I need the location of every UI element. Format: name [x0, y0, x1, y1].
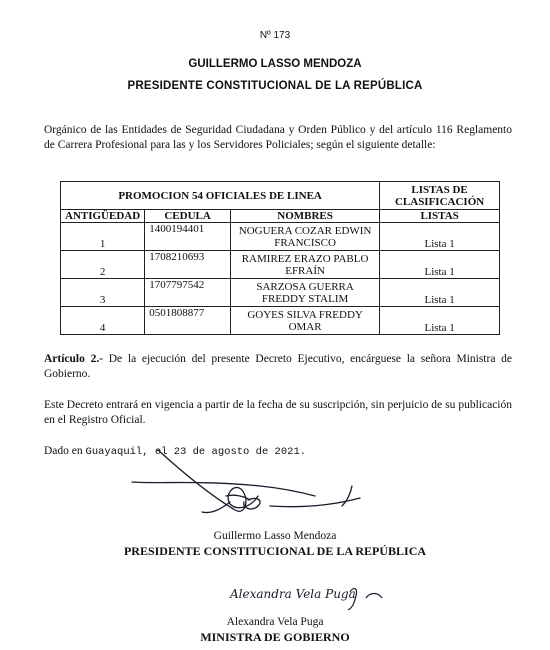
- document-number: Nº 173: [259, 30, 291, 41]
- column-header-antiguedad: ANTIGÜEDAD: [61, 210, 145, 223]
- cell-cedula: 0501808877: [145, 307, 231, 335]
- articulo-2-label: Artículo 2.-: [44, 353, 104, 365]
- vigencia-paragraph: Este Decreto entrará en vigencia a partir de la fecha de su suscripción, sin perjuicio de su publicación en el Registro Oficial.: [44, 399, 512, 426]
- cell-antiguedad: 2: [61, 251, 145, 279]
- cell-nombres: GOYES SILVA FREDDY OMAR: [230, 307, 379, 335]
- cell-lista: Lista 1: [380, 223, 500, 251]
- dado-handwritten-place-date: Guayaquil, el 23 de agosto de 2021.: [85, 446, 307, 458]
- intro-paragraph: Orgánico de las Entidades de Seguridad Ciudadana y Orden Público y del artículo 116 Reglamento de Carrera Profesional para las y los Servidores Policiales; según el siguiente detalle:: [44, 124, 512, 151]
- column-header-listas: LISTAS: [380, 210, 500, 223]
- listas-header: LISTAS DE CLASIFICACIÓN: [380, 182, 500, 210]
- header-title: PRESIDENTE CONSTITUCIONAL DE LA REPÚBLICA: [127, 80, 423, 92]
- cell-lista: Lista 1: [380, 251, 500, 279]
- cell-nombres: NOGUERA COZAR EDWIN FRANCISCO: [230, 223, 379, 251]
- table-row: [61, 223, 500, 251]
- cell-antiguedad: 1: [61, 223, 145, 251]
- cell-antiguedad: 4: [61, 307, 145, 335]
- articulo-2-paragraph: [44, 352, 512, 382]
- table-row: [61, 307, 500, 335]
- cell-antiguedad: 3: [61, 279, 145, 307]
- cell-lista: Lista 1: [380, 279, 500, 307]
- articulo-2-text: De la ejecución del presente Decreto Ejecutivo, encárguese la señora Ministra de Gobierno.: [44, 353, 512, 380]
- signer1-name: Guillermo Lasso Mendoza: [213, 530, 337, 542]
- cell-nombres: RAMIREZ ERAZO PABLO EFRAÍN: [230, 251, 379, 279]
- minister-signature: [228, 578, 388, 614]
- table-header-row: [61, 210, 500, 223]
- signer2-title: MINISTRA DE GOBIERNO: [200, 630, 350, 644]
- cell-cedula: 1400194401: [145, 223, 231, 251]
- signer2-name: Alexandra Vela Puga: [226, 616, 324, 628]
- table-row: [61, 279, 500, 307]
- minister-signature-text: Alexandra Vela Puga: [230, 587, 356, 601]
- header-name: GUILLERMO LASSO MENDOZA: [188, 58, 362, 70]
- cell-cedula: 1707797542: [145, 279, 231, 307]
- signer1-title: PRESIDENTE CONSTITUCIONAL DE LA REPÚBLICA: [123, 544, 427, 558]
- table-title: PROMOCION 54 OFICIALES DE LINEA: [61, 182, 380, 210]
- cell-lista: Lista 1: [380, 307, 500, 335]
- classification-table: [60, 181, 500, 335]
- table-title-row: [61, 182, 500, 210]
- president-signature: [130, 440, 370, 535]
- column-header-nombres: NOMBRES: [230, 210, 379, 223]
- table-row: [61, 251, 500, 279]
- cell-cedula: 1708210693: [145, 251, 231, 279]
- cell-nombres: SARZOSA GUERRA FREDDY STALIM: [230, 279, 379, 307]
- column-header-cedula: CEDULA: [145, 210, 231, 223]
- dado-prefix: Dado en: [44, 445, 86, 457]
